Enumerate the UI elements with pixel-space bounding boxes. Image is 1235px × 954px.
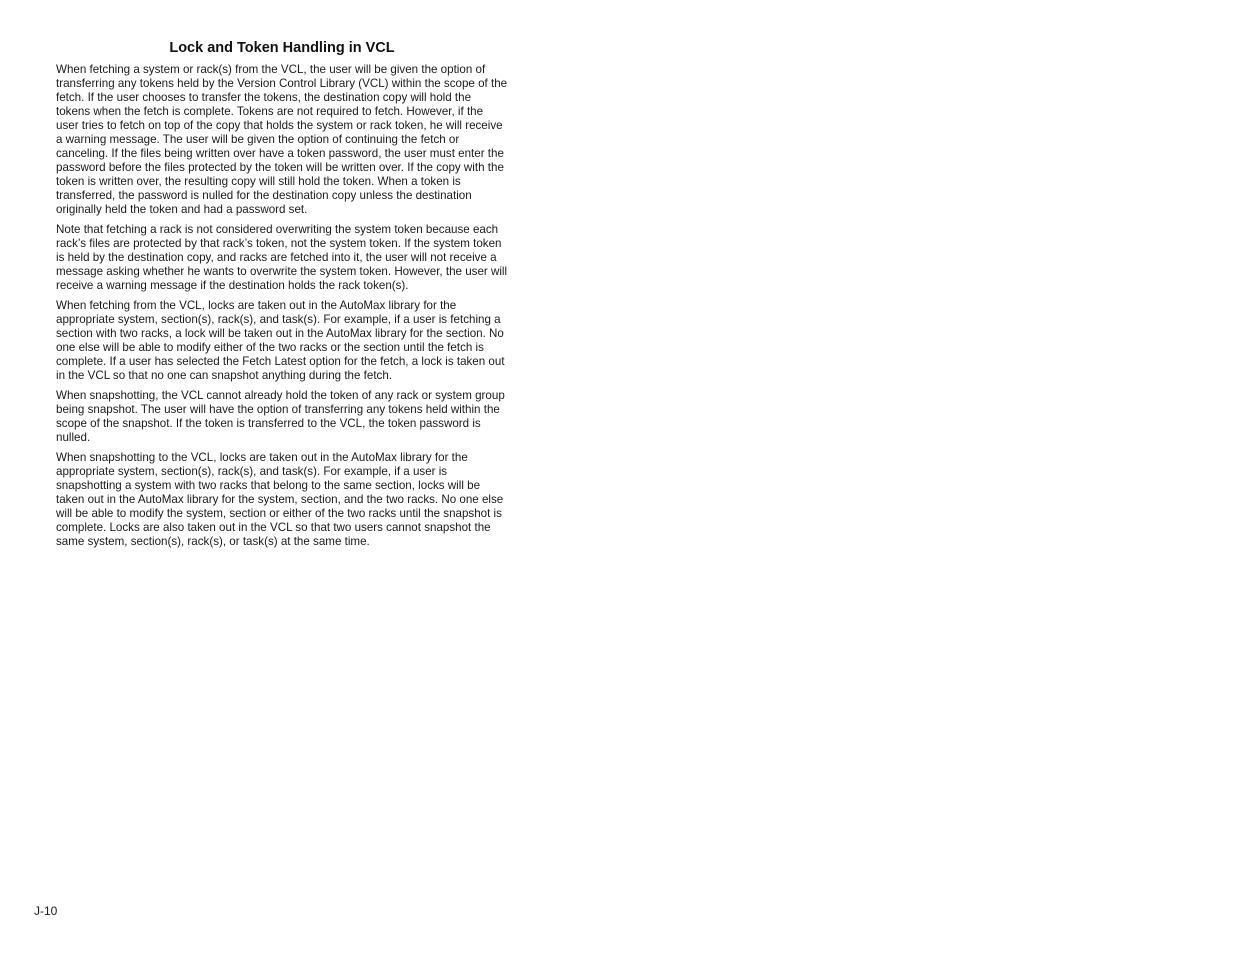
section-title: Lock and Token Handling in VCL [169, 40, 395, 56]
paragraph-snapshot-locks: When snapshotting to the VCL, locks are taken out in the AutoMax library for the appropriate system, section(s), rack(s), and task(s). For example, if a user is snapshotting a system with two racks that belong to the same section, locks will be taken out in the AutoMax library for the system, section, and the two racks. No one else will be able to modify the system, section or either of the two racks until the snapshot is complete. Locks are also taken out in the VCL so that two users cannot snapshot the same system, section(s), rack(s), or task(s) at the same time. [56, 451, 504, 548]
paragraph-rack-fetch-note: Note that fetching a rack is not considered overwriting the system token because each rack’s files are protected by that rack’s token, not the system token. If the system token is held by the destination copy, and racks are fetched into it, the user will not receive a message asking whether he wants to overwrite the system token. However, the user will receive a warning message if the destination holds the rack token(s). [56, 223, 508, 292]
paragraph-fetch-locks: When fetching from the VCL, locks are taken out in the AutoMax library for the appropriate system, section(s), rack(s), and task(s). For example, if a user is fetching a section with two racks, a lock will be taken out in the AutoMax library for the section. No one else will be able to modify either of the two racks or the section until the fetch is complete. If a user has selected the Fetch Latest option for the fetch, a lock is taken out in the VCL so that no one can snapshot anything during the fetch. [56, 299, 505, 382]
page-content [56, 38, 508, 555]
page-number: J-10 [34, 904, 58, 918]
paragraph-token-transfer-on-fetch: When fetching a system or rack(s) from the VCL, the user will be given the option of transferring any tokens held by the Version Control Library (VCL) within the scope of the fetch. If the user chooses to transfer the tokens, the destination copy will hold the tokens when the fetch is complete. Tokens are not required to fetch. However, if the user tries to fetch on top of the copy that holds the system or rack token, he will receive a warning message. The user will be given the option of continuing the fetch or canceling. If the files being written over have a token password, the user must enter the password before the files protected by the token will be written over. If the copy with the token is written over, the resulting copy will still hold the token. When a token is transferred, the password is nulled for the destination copy unless the destination originally held the token and had a password set. [56, 63, 508, 216]
paragraph-snapshot-tokens: When snapshotting, the VCL cannot already hold the token of any rack or system group being snapshot. The user will have the option of transferring any tokens held within the scope of the snapshot. If the token is transferred to the VCL, the token password is nulled. [56, 389, 505, 444]
